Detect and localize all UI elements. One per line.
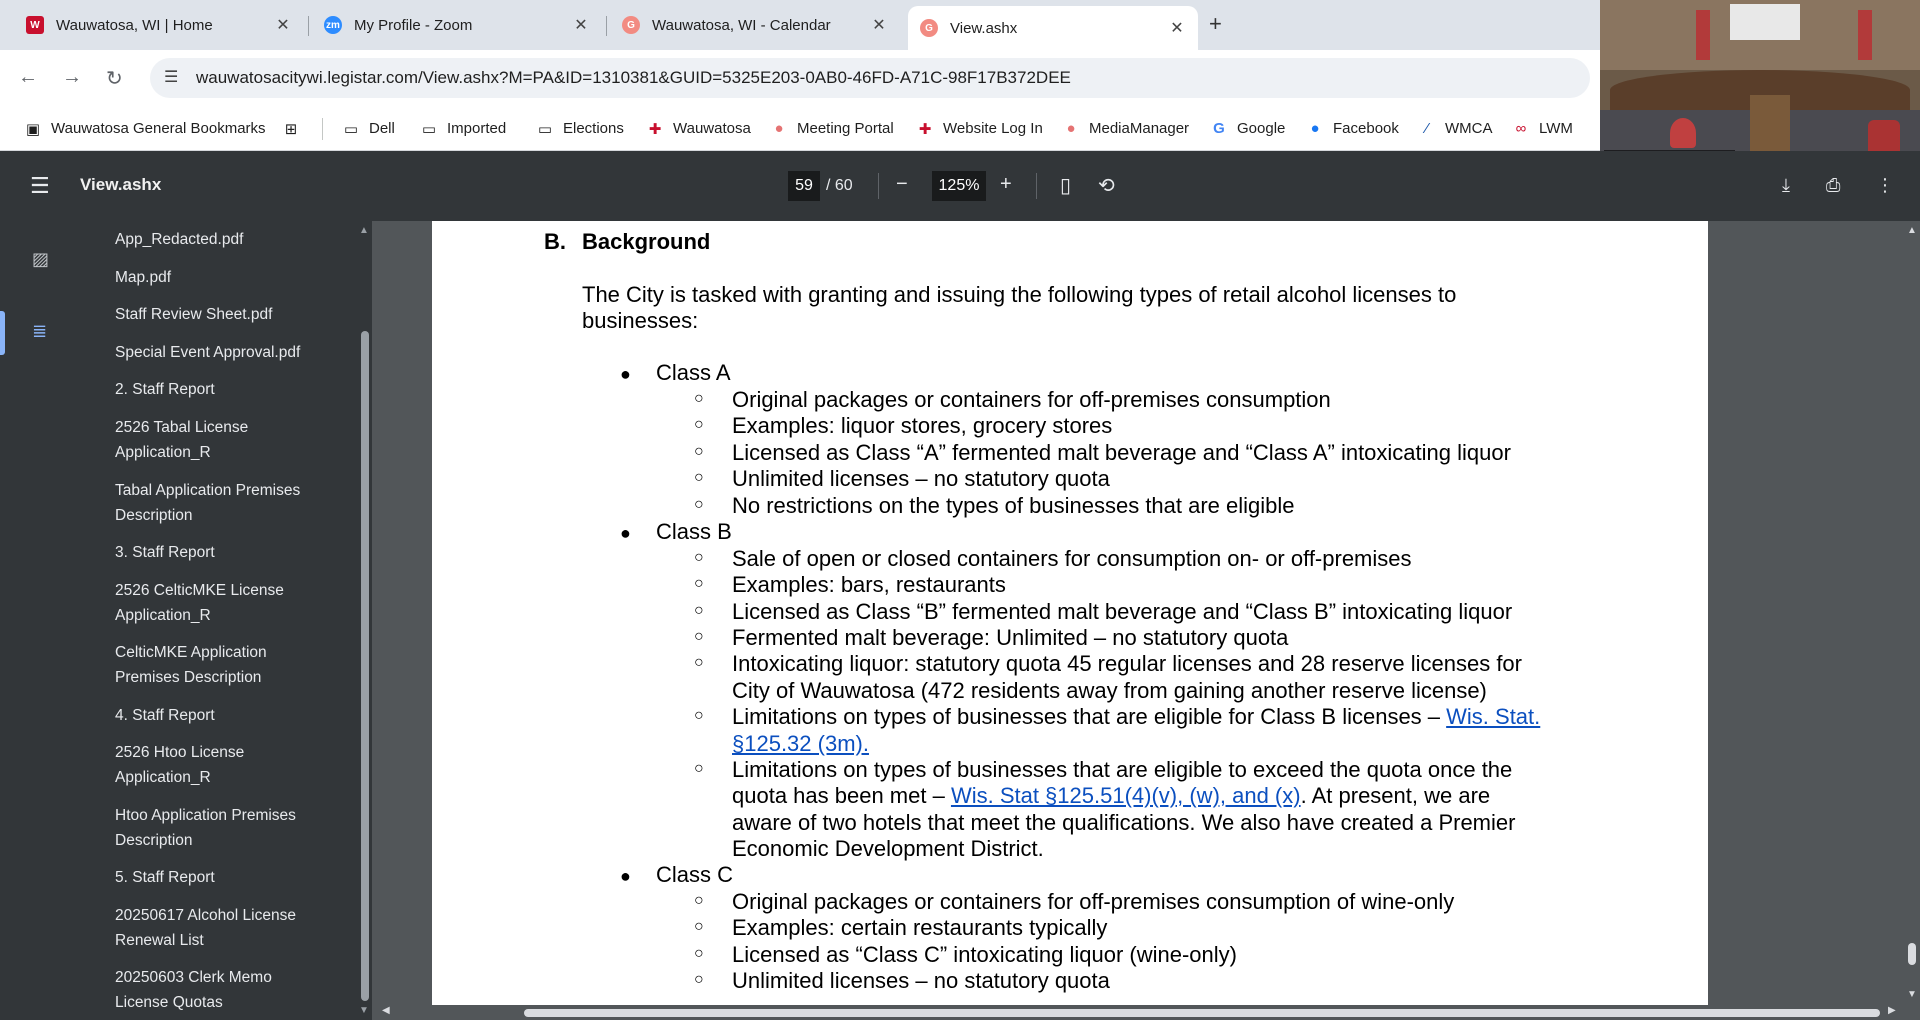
list-item: Licensed as Class “B” fermented malt beverage and “Class B” intoxicating liquor (732, 599, 1513, 624)
back-arrow-icon[interactable]: ← (18, 66, 38, 88)
wauwatosa-favicon: ✚ (918, 120, 932, 138)
thumbnails-icon[interactable]: ▨ (32, 249, 50, 269)
close-icon[interactable]: ✕ (1170, 20, 1184, 37)
outline-item[interactable]: 4. Staff Report (115, 707, 215, 724)
video-flag (1858, 10, 1872, 60)
wauwatosa-favicon: W (26, 16, 44, 34)
folder-icon: ▭ (343, 120, 359, 138)
scroll-down-arrow-icon[interactable]: ▼ (1907, 989, 1917, 1000)
intro-text: The City is tasked with granting and issuing the following types of retail alcohol licenses to (582, 282, 1457, 307)
apps-grid-icon: ⊞ (284, 120, 298, 138)
outline-item[interactable]: 20250617 Alcohol License Renewal List (115, 907, 296, 949)
video-podium (1750, 95, 1790, 155)
bookmark-apps[interactable] (282, 106, 309, 151)
bookmark-meeting-portal[interactable]: ● Meeting Portal (770, 106, 894, 151)
legistar-favicon: G (622, 16, 640, 34)
sub-bullet-icon: ○ (694, 469, 704, 486)
sub-bullet-icon: ○ (694, 575, 704, 592)
fit-page-icon[interactable]: ▯ (1060, 175, 1072, 197)
scroll-down-arrow-icon[interactable]: ▼ (359, 1005, 369, 1016)
statute-link[interactable]: §125.32 (3m). (732, 731, 869, 756)
list-item: Limitations on types of businesses that are eligible to exceed the quota once the (732, 757, 1513, 782)
folder-bookmark-icon: ▣ (25, 120, 41, 138)
sidebar-scrollbar[interactable] (358, 221, 372, 1020)
sub-bullet-icon: ○ (694, 390, 704, 407)
bullet-icon: ● (620, 523, 631, 543)
pdf-file-name: View.ashx (80, 175, 162, 194)
bookmark-dell[interactable]: ▭ Dell (343, 120, 395, 138)
page-number-input[interactable]: 59 (788, 171, 820, 201)
zoom-in-icon[interactable]: + (1000, 173, 1012, 195)
list-item: Examples: certain restaurants typically (732, 915, 1108, 940)
sidebar-mode-column (0, 221, 85, 1020)
pdf-viewer[interactable] (372, 221, 1904, 1005)
outline-item[interactable]: App_Redacted.pdf (115, 231, 244, 248)
bullet-icon: ● (620, 364, 631, 384)
sub-bullet-icon: ○ (694, 443, 704, 460)
legistar-favicon: ● (774, 120, 784, 137)
bookmark-imported[interactable]: ▭ Imported (421, 120, 507, 138)
statute-link[interactable]: Wis. Stat. (1446, 704, 1541, 729)
close-icon[interactable]: ✕ (872, 17, 886, 34)
list-item: Intoxicating liquor: statutory quota 45 regular licenses and 28 reserve licenses for (732, 651, 1522, 676)
list-item: Original packages or containers for off-premises consumption (732, 387, 1331, 412)
list-item (732, 731, 869, 757)
sub-bullet-icon: ○ (694, 496, 704, 513)
tab-separator (308, 16, 309, 36)
list-item: Limitations on types of businesses that are eligible for Class B licenses – Wis. Stat. (732, 704, 1541, 729)
sub-bullet-icon: ○ (694, 892, 704, 909)
list-item: City of Wauwatosa (472 residents away from gaining another reserve license) (732, 678, 1487, 703)
site-settings-icon[interactable]: ☰ (164, 69, 179, 86)
list-item: quota has been met – Wis. Stat §125.51(4)(v), (w), and (x). At present, we are (732, 783, 1491, 808)
bookmark-wmca[interactable]: ⁄ WMCA (1418, 106, 1493, 151)
outline-item[interactable]: Tabal Application Premises Description (115, 482, 301, 524)
list-item: aware of two hotels that meet the qualifications. We also have created a Premier (732, 810, 1516, 835)
viewer-horizontal-scrollbar[interactable] (372, 1005, 1920, 1020)
tab-zoom-profile[interactable]: zm My Profile - Zoom ✕ (312, 8, 602, 42)
video-projection-screen (1730, 4, 1800, 40)
folder-icon: ▭ (421, 120, 437, 138)
list-item: Original packages or containers for off-premises consumption of wine-only (732, 889, 1455, 914)
section-letter: B. (544, 229, 566, 254)
scroll-up-arrow-icon[interactable]: ▲ (359, 225, 369, 236)
bookmark-facebook[interactable]: ● Facebook (1306, 106, 1399, 151)
list-item: Licensed as “Class C” intoxicating liquor (wine-only) (732, 942, 1237, 967)
outline-item[interactable]: Staff Review Sheet.pdf (115, 306, 273, 323)
more-options-icon[interactable]: ⋮ (1876, 175, 1894, 195)
url-text: wauwatosacitywi.legistar.com/View.ashx?M=PA&ID=1310381&GUID=5325E203-0AB0-46FD-A71C-98F17B372DEE (196, 68, 1071, 87)
zoom-level-input[interactable]: 125% (932, 171, 986, 201)
bookmark-elections[interactable]: ▭ Elections (537, 120, 624, 138)
outline-item[interactable]: 2526 CelticMKE License Application_R (115, 582, 284, 624)
document-outline-icon[interactable]: ≣ (32, 321, 48, 341)
rotate-icon[interactable]: ⟲ (1098, 175, 1115, 197)
sub-bullet-icon: ○ (694, 760, 704, 777)
list-item: Sale of open or closed containers for consumption on- or off-premises (732, 546, 1412, 571)
list-item: Unlimited licenses – no statutory quota (732, 466, 1110, 491)
close-icon[interactable]: ✕ (574, 17, 588, 34)
outline-item[interactable]: 3. Staff Report (115, 544, 215, 561)
bookmark-website-log-in[interactable]: ✚ Website Log In (916, 106, 1043, 151)
outline-item[interactable]: Special Event Approval.pdf (115, 344, 301, 361)
pdf-sidebar (0, 221, 358, 1020)
scroll-up-arrow-icon[interactable]: ▲ (1907, 225, 1917, 236)
wauwatosa-favicon: ✚ (648, 120, 662, 138)
zoom-out-icon[interactable]: − (896, 173, 908, 195)
sub-bullet-icon: ○ (694, 549, 704, 566)
legistar-favicon: ● (1066, 120, 1076, 137)
download-icon[interactable]: ⤓ (1782, 175, 1790, 195)
bookmark-wauwatosa-general[interactable]: ▣ Wauwatosa General Bookmarks (25, 120, 266, 138)
tab-separator (606, 16, 607, 36)
sub-bullet-icon: ○ (694, 416, 704, 433)
intro-text: businesses: (582, 308, 699, 333)
outline-item[interactable]: 2526 Tabal License Application_R (115, 419, 249, 461)
sidebar-scroll-thumb[interactable] (361, 331, 369, 1001)
google-icon: G (1213, 120, 1225, 137)
class-c-title: Class C (656, 862, 734, 887)
legistar-favicon: G (920, 19, 938, 37)
outline-item[interactable]: Map.pdf (115, 269, 172, 286)
pdf-page (432, 221, 1708, 1005)
viewer-scroll-thumb[interactable] (1908, 943, 1916, 965)
list-item: Licensed as Class “A” fermented malt beverage and “Class A” intoxicating liquor (732, 440, 1511, 465)
sub-bullet-icon: ○ (694, 945, 704, 962)
sub-bullet-icon: ○ (694, 971, 704, 988)
video-person (1670, 118, 1696, 148)
lwm-icon: ∞ (1515, 120, 1527, 137)
sub-bullet-icon: ○ (694, 654, 704, 671)
video-flag (1696, 10, 1710, 60)
outline-item[interactable]: 20250603 Clerk Memo License Quotas (115, 969, 272, 1011)
print-icon[interactable]: ⎙ (1826, 175, 1841, 195)
sub-bullet-icon: ○ (694, 602, 704, 619)
list-item: Fermented malt beverage: Unlimited – no statutory quota (732, 625, 1289, 650)
bookmark-mediamanager[interactable]: ● MediaManager (1062, 106, 1189, 151)
forward-arrow-icon[interactable]: → (62, 66, 82, 88)
pdf-toolbar (0, 151, 1920, 221)
tab-view-ashx[interactable]: G View.ashx ✕ (908, 6, 1198, 50)
bookmark-lwm[interactable]: ∞ LWM (1512, 106, 1573, 151)
active-mode-indicator (0, 311, 5, 355)
facebook-icon: ● (1310, 120, 1320, 137)
menu-icon[interactable]: ☰ (30, 173, 50, 198)
outline-item[interactable]: 2526 Htoo License Application_R (115, 744, 245, 786)
sub-bullet-icon: ○ (694, 628, 704, 645)
tab-calendar[interactable]: G Wauwatosa, WI - Calendar ✕ (610, 8, 900, 42)
outline-item[interactable]: 2. Staff Report (115, 381, 215, 398)
outline-item[interactable]: Htoo Application Premises Description (115, 807, 296, 849)
sub-bullet-icon: ○ (694, 918, 704, 935)
zoom-favicon: zm (324, 16, 342, 34)
scroll-left-arrow-icon[interactable]: ◀ (382, 1005, 390, 1016)
toolbar-separator (1036, 173, 1037, 199)
class-b-title: Class B (656, 519, 732, 544)
page-total: / 60 (826, 177, 853, 194)
list-item: Examples: bars, restaurants (732, 572, 1006, 597)
statute-link[interactable]: Wis. Stat §125.51(4)(v), (w), and (x) (950, 783, 1301, 808)
sub-bullet-icon: ○ (694, 707, 704, 724)
wmca-icon: ⁄ (1425, 120, 1429, 137)
bookmark-wauwatosa[interactable]: ✚ Wauwatosa (646, 106, 751, 151)
bullet-icon: ● (620, 866, 631, 886)
tab-wauwatosa-home[interactable]: W Wauwatosa, WI | Home ✕ (14, 8, 304, 42)
outline-item[interactable]: 5. Staff Report (115, 869, 215, 886)
bookmark-separator (322, 118, 323, 140)
viewer-vertical-scrollbar[interactable] (1904, 221, 1920, 1005)
list-item: Economic Development District. (732, 836, 1044, 861)
folder-icon: ▭ (537, 120, 553, 138)
class-a-title: Class A (656, 360, 731, 385)
list-item: No restrictions on the types of businesses that are eligible (732, 493, 1295, 518)
horizontal-scroll-thumb[interactable] (524, 1009, 1880, 1017)
scroll-right-arrow-icon[interactable]: ▶ (1888, 1005, 1896, 1016)
new-tab-button[interactable]: + (1209, 11, 1222, 36)
list-item: Unlimited licenses – no statutory quota (732, 968, 1110, 993)
reload-icon[interactable]: ↻ (106, 68, 123, 90)
toolbar-separator (878, 173, 879, 199)
list-item: Examples: liquor stores, grocery stores (732, 413, 1113, 438)
bookmark-google[interactable]: G Google (1210, 106, 1285, 151)
section-heading: Background (582, 229, 711, 254)
close-icon[interactable]: ✕ (276, 17, 290, 34)
outline-item[interactable]: CelticMKE Application Premises Description (115, 644, 267, 686)
address-bar[interactable] (150, 58, 1590, 98)
